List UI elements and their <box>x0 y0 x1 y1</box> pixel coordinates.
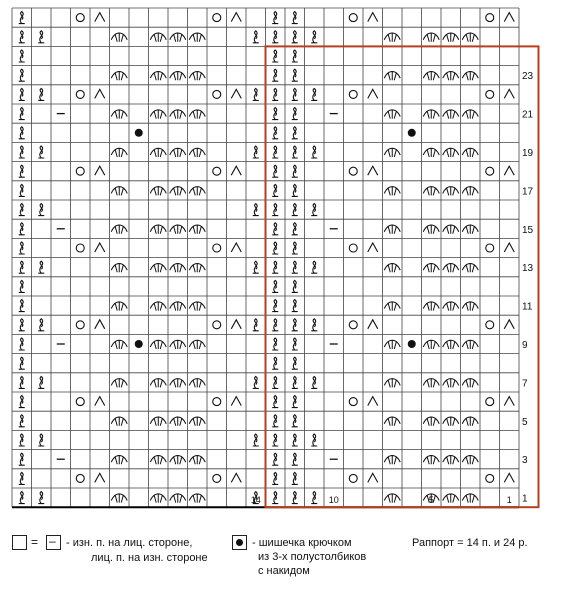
repeat-note: Раппорт = 14 п. и 24 р. <box>412 537 528 549</box>
twisted-stitch-icon <box>292 69 298 81</box>
twisted-stitch-icon <box>19 69 25 81</box>
cluster-icon <box>111 263 127 272</box>
cluster-icon <box>443 225 459 234</box>
twisted-stitch-icon <box>311 146 317 158</box>
twisted-stitch-icon <box>19 12 25 24</box>
twisted-stitch-icon <box>38 376 44 388</box>
twisted-stitch-icon <box>292 472 298 484</box>
twisted-stitch-icon <box>311 261 317 273</box>
yarn-over-icon <box>213 474 221 482</box>
twisted-stitch-icon <box>272 127 278 139</box>
cluster-icon <box>189 225 205 234</box>
cluster-icon <box>111 71 127 80</box>
twisted-stitch-icon <box>38 434 44 446</box>
cluster-icon <box>111 340 127 349</box>
row-number: 19 <box>522 148 534 159</box>
twisted-stitch-icon <box>272 492 278 504</box>
twisted-stitch-icon <box>272 69 278 81</box>
decrease-icon <box>504 166 514 175</box>
cluster-icon <box>423 340 439 349</box>
decrease-icon <box>231 13 241 22</box>
equals-sign: = <box>31 535 39 549</box>
dash-square-icon <box>46 535 61 550</box>
cluster-icon <box>423 71 439 80</box>
twisted-stitch-icon <box>19 223 25 235</box>
yarn-over-icon <box>213 14 221 22</box>
twisted-stitch-icon <box>272 357 278 369</box>
yarn-over-icon <box>486 321 494 329</box>
bobble-legend-line3: с накидом <box>258 565 310 577</box>
yarn-over-icon <box>486 14 494 22</box>
twisted-stitch-icon <box>311 376 317 388</box>
twisted-stitch-icon <box>272 184 278 196</box>
yarn-over-icon <box>213 90 221 98</box>
twisted-stitch-icon <box>19 434 25 446</box>
purl-legend-line2: лиц. п. на изн. стороне <box>91 552 208 564</box>
cluster-icon <box>170 186 186 195</box>
bobble-icon <box>408 340 416 348</box>
twisted-stitch-icon <box>272 415 278 427</box>
twisted-stitch-icon <box>292 31 298 43</box>
twisted-stitch-icon <box>272 165 278 177</box>
cluster-icon <box>423 302 439 311</box>
decrease-icon <box>95 89 105 98</box>
twisted-stitch-icon <box>292 127 298 139</box>
row-number: 11 <box>522 301 533 313</box>
cluster-icon <box>170 33 186 42</box>
decrease-icon <box>231 397 241 406</box>
yarn-over-icon <box>76 90 84 98</box>
cluster-icon <box>443 148 459 157</box>
cluster-icon <box>150 71 166 80</box>
decrease-icon <box>231 166 241 175</box>
cluster-icon <box>443 71 459 80</box>
column-number: 14 <box>250 495 261 506</box>
twisted-stitch-icon <box>19 31 25 43</box>
cluster-icon <box>384 225 400 234</box>
cluster-icon <box>443 378 459 387</box>
twisted-stitch-icon <box>19 146 25 158</box>
decrease-icon <box>368 166 378 175</box>
decrease-icon <box>95 166 105 175</box>
twisted-stitch-icon <box>272 223 278 235</box>
cluster-icon <box>170 110 186 119</box>
twisted-stitch-icon <box>292 50 298 62</box>
twisted-stitch-icon <box>19 492 25 504</box>
twisted-stitch-icon <box>272 31 278 43</box>
yarn-over-icon <box>486 398 494 406</box>
twisted-stitch-icon <box>272 146 278 158</box>
cluster-icon <box>189 340 205 349</box>
cluster-icon <box>150 494 166 503</box>
empty-square-icon <box>12 535 27 550</box>
decrease-icon <box>231 89 241 98</box>
cluster-icon <box>423 110 439 119</box>
cluster-icon <box>189 33 205 42</box>
cluster-icon <box>170 378 186 387</box>
cluster-icon <box>462 186 478 195</box>
cluster-icon <box>170 263 186 272</box>
cluster-icon <box>170 148 186 157</box>
cluster-icon <box>443 263 459 272</box>
twisted-stitch-icon <box>272 434 278 446</box>
bobble-legend-line1: - шишечка крючком <box>252 537 352 549</box>
cluster-icon <box>462 302 478 311</box>
twisted-stitch-icon <box>292 357 298 369</box>
twisted-stitch-icon <box>311 204 317 216</box>
cluster-icon <box>111 378 127 387</box>
decrease-icon <box>368 397 378 406</box>
twisted-stitch-icon <box>292 338 298 350</box>
twisted-stitch-icon <box>253 261 259 273</box>
yarn-over-icon <box>76 474 84 482</box>
twisted-stitch-icon <box>292 280 298 292</box>
cluster-icon <box>462 110 478 119</box>
twisted-stitch-icon <box>38 492 44 504</box>
decrease-icon <box>95 13 105 22</box>
decrease-icon <box>231 243 241 252</box>
cluster-icon <box>189 186 205 195</box>
twisted-stitch-icon <box>272 453 278 465</box>
cluster-icon <box>443 417 459 426</box>
twisted-stitch-icon <box>19 396 25 408</box>
cluster-icon <box>150 378 166 387</box>
cluster-icon <box>384 263 400 272</box>
yarn-over-icon <box>213 244 221 252</box>
cluster-icon <box>462 494 478 503</box>
twisted-stitch-icon <box>272 108 278 120</box>
twisted-stitch-icon <box>272 204 278 216</box>
cluster-icon <box>462 33 478 42</box>
cluster-icon <box>111 110 127 119</box>
cluster-icon <box>462 71 478 80</box>
cluster-icon <box>189 494 205 503</box>
twisted-stitch-icon <box>272 338 278 350</box>
cluster-icon <box>111 417 127 426</box>
cluster-icon <box>462 263 478 272</box>
row-number: 23 <box>522 71 534 83</box>
twisted-stitch-icon <box>19 261 25 273</box>
row-number: 9 <box>522 340 528 351</box>
cluster-icon <box>150 302 166 311</box>
cluster-icon <box>150 186 166 195</box>
twisted-stitch-icon <box>272 50 278 62</box>
twisted-stitch-icon <box>38 146 44 158</box>
yarn-over-icon <box>349 167 357 175</box>
cluster-icon <box>150 33 166 42</box>
cluster-icon <box>111 148 127 157</box>
row-number: 17 <box>522 186 534 198</box>
cluster-icon <box>443 494 459 503</box>
yarn-over-icon <box>486 167 494 175</box>
row-number: 21 <box>522 109 534 121</box>
cluster-icon <box>111 455 127 464</box>
twisted-stitch-icon <box>19 338 25 350</box>
twisted-stitch-icon <box>292 146 298 158</box>
twisted-stitch-icon <box>292 108 298 120</box>
cluster-icon <box>150 110 166 119</box>
cluster-icon <box>170 340 186 349</box>
row-number: 13 <box>522 263 534 275</box>
twisted-stitch-icon <box>272 280 278 292</box>
cluster-icon <box>189 71 205 80</box>
decrease-icon <box>95 397 105 406</box>
cluster-icon <box>462 340 478 349</box>
cluster-icon <box>384 417 400 426</box>
decrease-icon <box>504 13 514 22</box>
cluster-icon <box>111 302 127 311</box>
cluster-icon <box>384 302 400 311</box>
decrease-icon <box>231 473 241 482</box>
yarn-over-icon <box>213 398 221 406</box>
cluster-icon <box>443 33 459 42</box>
twisted-stitch-icon <box>292 242 298 254</box>
bobble-icon <box>135 129 143 137</box>
yarn-over-icon <box>486 244 494 252</box>
decrease-icon <box>368 13 378 22</box>
twisted-stitch-icon <box>38 261 44 273</box>
cluster-icon <box>111 225 127 234</box>
twisted-stitch-icon <box>19 357 25 369</box>
twisted-stitch-icon <box>292 223 298 235</box>
decrease-icon <box>504 89 514 98</box>
twisted-stitch-icon <box>19 376 25 388</box>
yarn-over-icon <box>486 90 494 98</box>
twisted-stitch-icon <box>292 261 298 273</box>
twisted-stitch-icon <box>19 204 25 216</box>
twisted-stitch-icon <box>292 396 298 408</box>
twisted-stitch-icon <box>253 434 259 446</box>
twisted-stitch-icon <box>292 165 298 177</box>
cluster-icon <box>462 455 478 464</box>
cluster-icon <box>443 340 459 349</box>
decrease-icon <box>504 473 514 482</box>
twisted-stitch-icon <box>292 376 298 388</box>
twisted-stitch-icon <box>253 146 259 158</box>
cluster-icon <box>423 378 439 387</box>
twisted-stitch-icon <box>272 88 278 100</box>
twisted-stitch-icon <box>292 88 298 100</box>
twisted-stitch-icon <box>19 280 25 292</box>
yarn-over-icon <box>213 167 221 175</box>
twisted-stitch-icon <box>38 88 44 100</box>
dash-glyph: – <box>49 534 56 548</box>
twisted-stitch-icon <box>311 319 317 331</box>
cluster-icon <box>150 263 166 272</box>
cluster-icon <box>443 455 459 464</box>
row-number: 15 <box>522 224 534 236</box>
cluster-icon <box>384 110 400 119</box>
cluster-icon <box>423 455 439 464</box>
twisted-stitch-icon <box>272 261 278 273</box>
cluster-icon <box>423 33 439 42</box>
cluster-icon <box>462 378 478 387</box>
cluster-icon <box>111 494 127 503</box>
cluster-icon <box>170 494 186 503</box>
twisted-stitch-icon <box>253 319 259 331</box>
yarn-over-icon <box>349 321 357 329</box>
cluster-icon <box>170 417 186 426</box>
yarn-over-icon <box>76 321 84 329</box>
twisted-stitch-icon <box>311 492 317 504</box>
twisted-stitch-icon <box>19 50 25 62</box>
cluster-icon <box>423 225 439 234</box>
row-number: 1 <box>522 493 528 505</box>
bobble-legend-line2: из 3-х полустолбиков <box>258 551 367 563</box>
column-number: 5 <box>428 495 434 506</box>
decrease-icon <box>95 473 105 482</box>
yarn-over-icon <box>349 244 357 252</box>
cluster-icon <box>443 110 459 119</box>
twisted-stitch-icon <box>253 31 259 43</box>
cluster-icon <box>384 186 400 195</box>
cluster-icon <box>423 186 439 195</box>
cluster-icon <box>384 378 400 387</box>
cluster-icon <box>384 455 400 464</box>
cluster-icon <box>423 263 439 272</box>
cluster-icon <box>170 225 186 234</box>
twisted-stitch-icon <box>311 434 317 446</box>
twisted-stitch-icon <box>272 319 278 331</box>
twisted-stitch-icon <box>19 242 25 254</box>
twisted-stitch-icon <box>292 319 298 331</box>
twisted-stitch-icon <box>292 453 298 465</box>
bobble-dot <box>236 539 243 546</box>
cluster-icon <box>150 340 166 349</box>
cluster-icon <box>462 417 478 426</box>
twisted-stitch-icon <box>292 434 298 446</box>
twisted-stitch-icon <box>253 204 259 216</box>
twisted-stitch-icon <box>253 88 259 100</box>
cluster-icon <box>384 71 400 80</box>
cluster-icon <box>384 33 400 42</box>
bobble-icon <box>135 340 143 348</box>
decrease-icon <box>231 320 241 329</box>
cluster-icon <box>443 186 459 195</box>
yarn-over-icon <box>76 244 84 252</box>
cluster-icon <box>423 417 439 426</box>
yarn-over-icon <box>213 321 221 329</box>
decrease-icon <box>504 397 514 406</box>
cluster-icon <box>443 302 459 311</box>
twisted-stitch-icon <box>19 88 25 100</box>
twisted-stitch-icon <box>19 300 25 312</box>
twisted-stitch-icon <box>19 472 25 484</box>
bobble-square-icon <box>232 535 247 550</box>
row-number: 5 <box>522 416 528 428</box>
twisted-stitch-icon <box>253 376 259 388</box>
cluster-icon <box>111 33 127 42</box>
yarn-over-icon <box>486 474 494 482</box>
decrease-icon <box>368 320 378 329</box>
twisted-stitch-icon <box>292 12 298 24</box>
column-number: 1 <box>506 495 512 506</box>
twisted-stitch-icon <box>38 31 44 43</box>
row-number: 7 <box>522 378 528 390</box>
yarn-over-icon <box>76 398 84 406</box>
decrease-icon <box>95 320 105 329</box>
twisted-stitch-icon <box>19 453 25 465</box>
decrease-icon <box>95 243 105 252</box>
cluster-icon <box>189 378 205 387</box>
twisted-stitch-icon <box>19 415 25 427</box>
cluster-icon <box>462 225 478 234</box>
twisted-stitch-icon <box>272 396 278 408</box>
cluster-icon <box>462 148 478 157</box>
cluster-icon <box>189 455 205 464</box>
cluster-icon <box>170 302 186 311</box>
twisted-stitch-icon <box>311 31 317 43</box>
twisted-stitch-icon <box>272 376 278 388</box>
yarn-over-icon <box>76 167 84 175</box>
decrease-icon <box>368 89 378 98</box>
cluster-icon <box>150 417 166 426</box>
decrease-icon <box>504 320 514 329</box>
cluster-icon <box>384 340 400 349</box>
twisted-stitch-icon <box>19 319 25 331</box>
cluster-icon <box>189 302 205 311</box>
twisted-stitch-icon <box>292 492 298 504</box>
cluster-icon <box>150 225 166 234</box>
yarn-over-icon <box>349 90 357 98</box>
twisted-stitch-icon <box>272 300 278 312</box>
row-number: 3 <box>522 455 528 467</box>
purl-legend-line1: - изн. п. на лиц. стороне, <box>66 537 193 549</box>
cluster-icon <box>189 263 205 272</box>
bobble-icon <box>408 129 416 137</box>
yarn-over-icon <box>76 14 84 22</box>
twisted-stitch-icon <box>311 88 317 100</box>
twisted-stitch-icon <box>19 184 25 196</box>
cluster-icon <box>170 455 186 464</box>
decrease-icon <box>368 243 378 252</box>
twisted-stitch-icon <box>292 204 298 216</box>
cluster-icon <box>150 148 166 157</box>
twisted-stitch-icon <box>19 165 25 177</box>
cluster-icon <box>111 186 127 195</box>
cluster-icon <box>170 71 186 80</box>
cluster-icon <box>189 417 205 426</box>
cluster-icon <box>150 455 166 464</box>
twisted-stitch-icon <box>292 184 298 196</box>
twisted-stitch-icon <box>19 127 25 139</box>
twisted-stitch-icon <box>272 12 278 24</box>
decrease-icon <box>504 243 514 252</box>
twisted-stitch-icon <box>292 300 298 312</box>
decrease-icon <box>368 473 378 482</box>
cluster-icon <box>423 148 439 157</box>
twisted-stitch-icon <box>19 108 25 120</box>
twisted-stitch-icon <box>38 319 44 331</box>
cluster-icon <box>384 494 400 503</box>
twisted-stitch-icon <box>38 204 44 216</box>
twisted-stitch-icon <box>272 242 278 254</box>
cluster-icon <box>189 110 205 119</box>
yarn-over-icon <box>349 398 357 406</box>
column-number: 10 <box>328 495 339 506</box>
twisted-stitch-icon <box>272 472 278 484</box>
twisted-stitch-icon <box>292 415 298 427</box>
cluster-icon <box>189 148 205 157</box>
yarn-over-icon <box>349 14 357 22</box>
yarn-over-icon <box>349 474 357 482</box>
cluster-icon <box>384 148 400 157</box>
